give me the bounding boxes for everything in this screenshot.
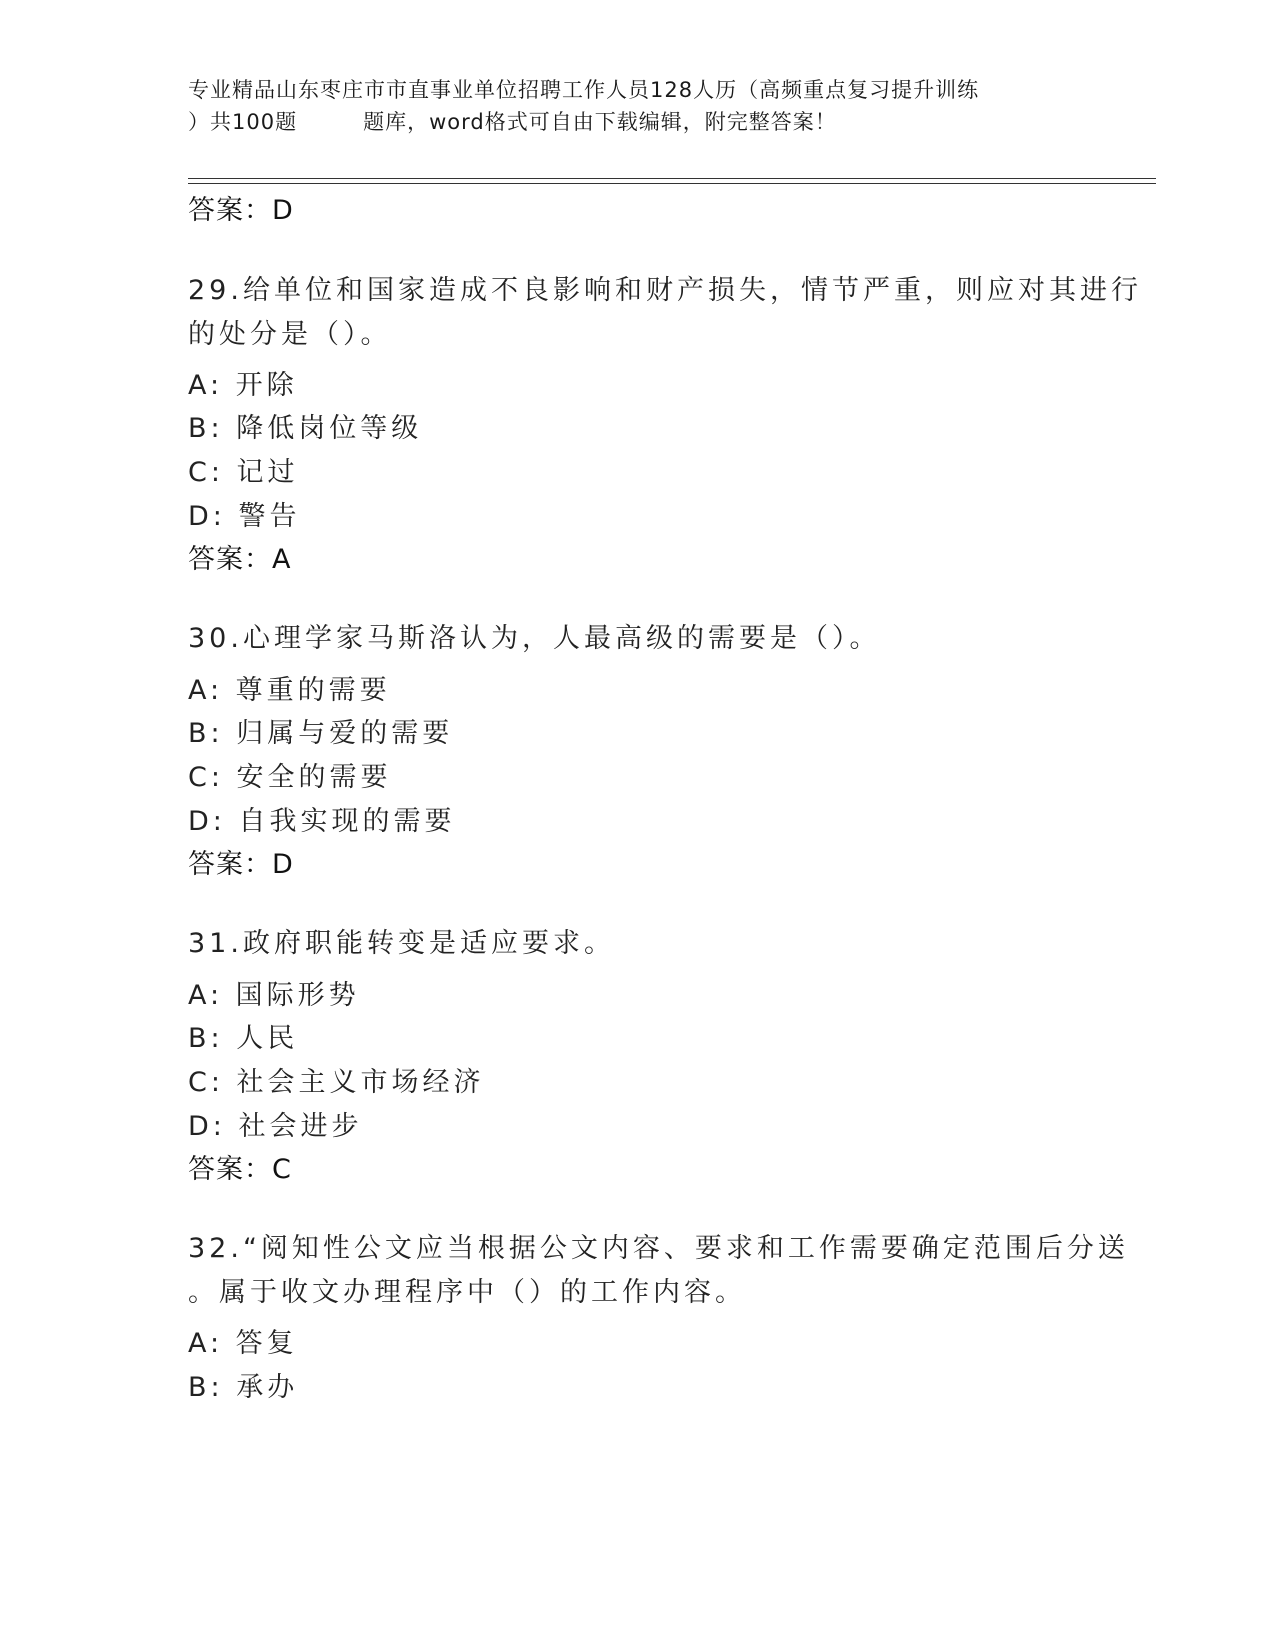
header-line-1: 专业精品山东枣庄市市直事业单位招聘工作人员128人历（高频重点复习提升训练 — [188, 78, 980, 102]
header-line-2: ）共100题 题库，word格式可自由下载编辑，附完整答案！ — [188, 110, 837, 134]
question-31-option-b: B: 人民 — [188, 1023, 299, 1054]
question-29-answer: 答案：A — [188, 544, 292, 575]
question-30-answer: 答案：D — [188, 849, 294, 880]
question-30-option-b: B: 归属与爱的需要 — [188, 718, 454, 749]
question-31-text-line-1: 31.政府职能转变是适应要求。 — [188, 928, 615, 959]
question-31-option-c: C: 社会主义市场经济 — [188, 1067, 485, 1098]
question-30-option-a: A: 尊重的需要 — [188, 675, 391, 706]
question-32-text-line-1: 32.“阅知性公文应当根据公文内容、要求和工作需要确定范围后分送 — [188, 1233, 1129, 1264]
header-divider — [188, 178, 1156, 179]
header-divider-second — [188, 183, 1156, 184]
question-32-text-line-2: 。属于收文办理程序中（）的工作内容。 — [188, 1277, 746, 1308]
question-31-answer: 答案：C — [188, 1154, 292, 1185]
document-header — [188, 74, 1088, 138]
answer-line: 答案：D — [188, 195, 294, 226]
question-29-option-b: B: 降低岗位等级 — [188, 413, 423, 444]
question-32-option-b: B: 承办 — [188, 1372, 299, 1403]
question-29-option-a: A: 开除 — [188, 370, 298, 401]
question-29-option-d: D: 警告 — [188, 501, 301, 532]
question-30-option-d: D: 自我实现的需要 — [188, 806, 456, 837]
question-29-text-line-2: 的处分是（）。 — [188, 319, 392, 350]
question-30-text-line-1: 30.心理学家马斯洛认为，人最高级的需要是（）。 — [188, 623, 881, 654]
question-29-text-line-1: 29.给单位和国家造成不良影响和财产损失，情节严重，则应对其进行 — [188, 275, 1142, 306]
question-32-option-a: A: 答复 — [188, 1328, 298, 1359]
question-29-option-c: C: 记过 — [188, 457, 299, 488]
question-31-option-a: A: 国际形势 — [188, 980, 360, 1011]
question-30-option-c: C: 安全的需要 — [188, 762, 392, 793]
question-31-option-d: D: 社会进步 — [188, 1111, 363, 1142]
